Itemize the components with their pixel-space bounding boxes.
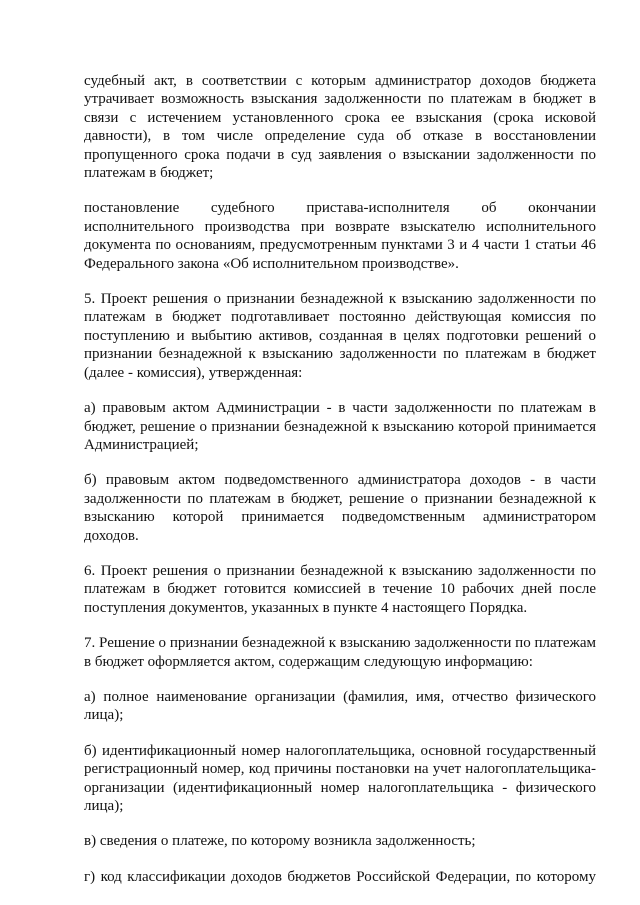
paragraph-bailiff-resolution: постановление судебного пристава-исполнителя об окончании исполнительного производства при возврате взыскателю исполнительного документа по основаниям, предусмотренным пунктами 3 и 4 части 1 статьи 46 Федерального закона «Об исполнительном производстве». bbox=[84, 200, 596, 272]
paragraph-item-7a: а) полное наименование организации (фамилия, имя, отчество физического лица); bbox=[84, 688, 596, 724]
document-page bbox=[84, 72, 596, 886]
paragraph-item-7: 7. Решение о признании безнадежной к взысканию задолженности по платежам в бюджет оформляется актом, содержащим следующую информацию: bbox=[84, 635, 596, 670]
paragraph-item-5: 5. Проект решения о признании безнадежной к взысканию задолженности по платежам в бюджет подготавливает постоянно действующая комиссия по поступлению и выбытию активов, созданная в целях подготовки решений о признании безнадежной к взысканию задолженности по платежам в бюджет (далее - комиссия), утвержденная: bbox=[84, 291, 596, 381]
paragraph-item-7g: г) код классификации доходов бюджетов Российской Федерации, по которому bbox=[84, 868, 596, 885]
paragraph-item-5a: а) правовым актом Администрации - в части задолженности по платежам в бюджет, решение о признании безнадежной к взысканию которой принимается Администрацией; bbox=[84, 400, 596, 453]
paragraph-item-6: 6. Проект решения о признании безнадежной к взысканию задолженности по платежам в бюджет готовится комиссией в течение 10 рабочих дней после поступления документов, указанных в пункте 4 настоящего Порядка. bbox=[84, 562, 596, 616]
paragraph-court-act: судебный акт, в соответствии с которым администратор доходов бюджета утрачивает возможность взыскания задолженности по платежам в бюджет в связи с истечением установленного срока ее взыскания (срока исковой давности), в том числе определение суда об отказе в восстановлении пропущенного срока подачи в суд заявления о взыскании задолженности по платежам в бюджет; bbox=[84, 73, 596, 182]
paragraph-item-7v: в) сведения о платеже, по которому возникла задолженность; bbox=[84, 833, 476, 850]
paragraph-item-5b: б) правовым актом подведомственного администратора доходов - в части задолженности по платежам в бюджет, решение о признании безнадежной к взысканию которой принимается подведомственным администратором доходов. bbox=[84, 472, 596, 544]
paragraph-item-7b: б) идентификационный номер налогоплательщика, основной государственный регистрационный номер, код причины постановки на учет налогоплательщика-организации (идентификационный номер налогоплательщика - физического лица); bbox=[84, 742, 596, 814]
